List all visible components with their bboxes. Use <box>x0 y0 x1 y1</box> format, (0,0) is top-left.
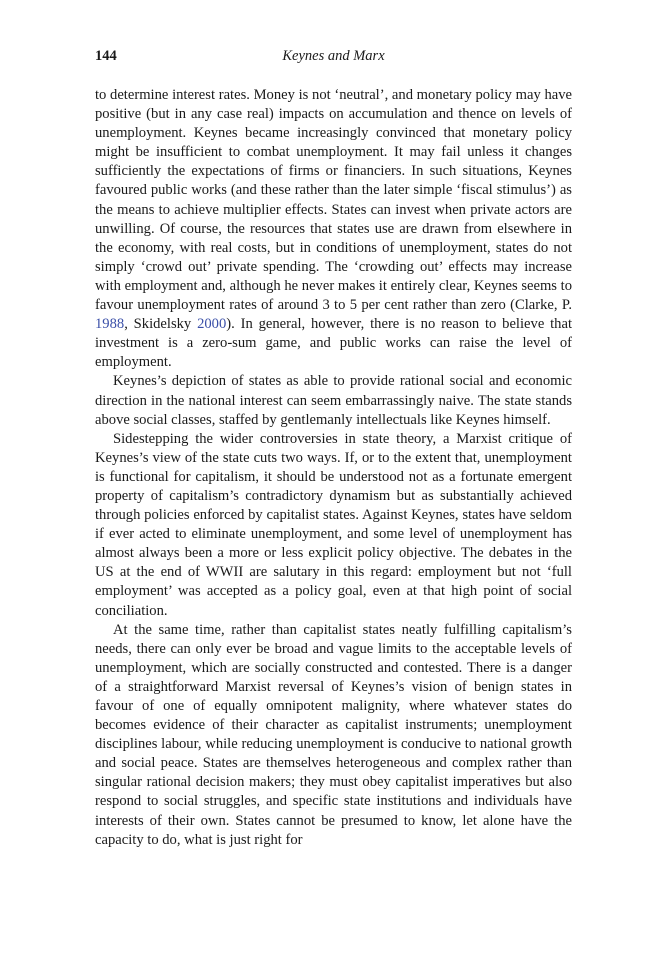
running-title: Keynes and Marx <box>282 48 385 64</box>
paragraph-1-text-end: ). In general, however, there is no reason to believe that investment is a zero-sum game, and public works can raise the level of employment. <box>95 316 573 371</box>
paragraph-1-text: to determine interest rates. Money is not ‘neutral’, and monetary policy may have positive (but in any case real) impacts on accumulation and thence on levels of unemployment. Keynes became increasingly convinced that monetary policy might be insufficient to combat unemployment. It may fail unless it changes sufficiently the expectations of firms or financiers. In such situations, Keynes favoured public works (and these rather than the later simple ‘fiscal stimulus’) as the means to achieve multiplier effects. States can invest when private actors are unwilling. Of course, the resources that states use are drawn from elsewhere in the economy, with real costs, but in conditions of unemployment, states do not simply ‘crowd out’ private spending. The ‘crowding out’ effects may increase with employment and, although he never makes it entirely clear, Keynes seems to favour unemployment rates of around 3 to 5 per cent rather than zero (Clarke, P. <box>95 87 572 314</box>
book-page <box>95 48 572 850</box>
paragraph-4: At the same time, rather than capitalist states neatly fulfilling capitalism’s needs, there can only ever be broad and vague limits to the acceptable levels of unemployment, which are socially constructed and contested. There is a danger of a straightforward Marxist reversal of Keynes’s vision of benign states in favour of one of equally omnipotent malignity, where whatever states do becomes evidence of their character as capitalist instruments; unemployment disciplines labour, while reducing unemployment is conducive to national growth and social peace. States are themselves heterogeneous and complex rather than singular rational decision makers; they must obey capitalist imperatives but also respond to social struggles, and specific state institutions and individuals have interests of their own. States cannot be presumed to know, let alone have the capacity to do, what is just right for <box>95 621 572 848</box>
citation-link-clarke-1988[interactable]: 1988 <box>95 316 125 333</box>
body-text <box>95 86 572 850</box>
paragraph-3: Sidestepping the wider controversies in state theory, a Marxist critique of Keynes’s view of the state cuts two ways. If, or to the extent that, unemployment is functional for capitalism, it should be understood not as a fortunate emergent property of capitalism’s contradictory dynamism but as substantially achieved through policies enforced by capitalist states. Against Keynes, states have seldom if ever acted to eliminate unemployment, and some level of unemployment has almost always been a more or less explicit policy objective. The debates in the US at the end of WWII are salutary in this regard: employment but not ‘full employment’ was accepted as a policy goal, even at that high point of social conciliation. <box>95 430 572 619</box>
citation-link-skidelsky-2000[interactable]: 2000 <box>197 316 227 333</box>
running-head <box>95 48 572 72</box>
paragraph-1-text-cont: , Skidelsky <box>124 316 198 333</box>
paragraph-2: Keynes’s depiction of states as able to provide rational social and economic direction in the national interest can seem embarrassingly naive. The state stands above social classes, staffed by gentlemanly intellectuals like Keynes himself. <box>95 373 572 428</box>
page-number: 144 <box>95 48 117 64</box>
paragraph-1 <box>95 86 572 372</box>
